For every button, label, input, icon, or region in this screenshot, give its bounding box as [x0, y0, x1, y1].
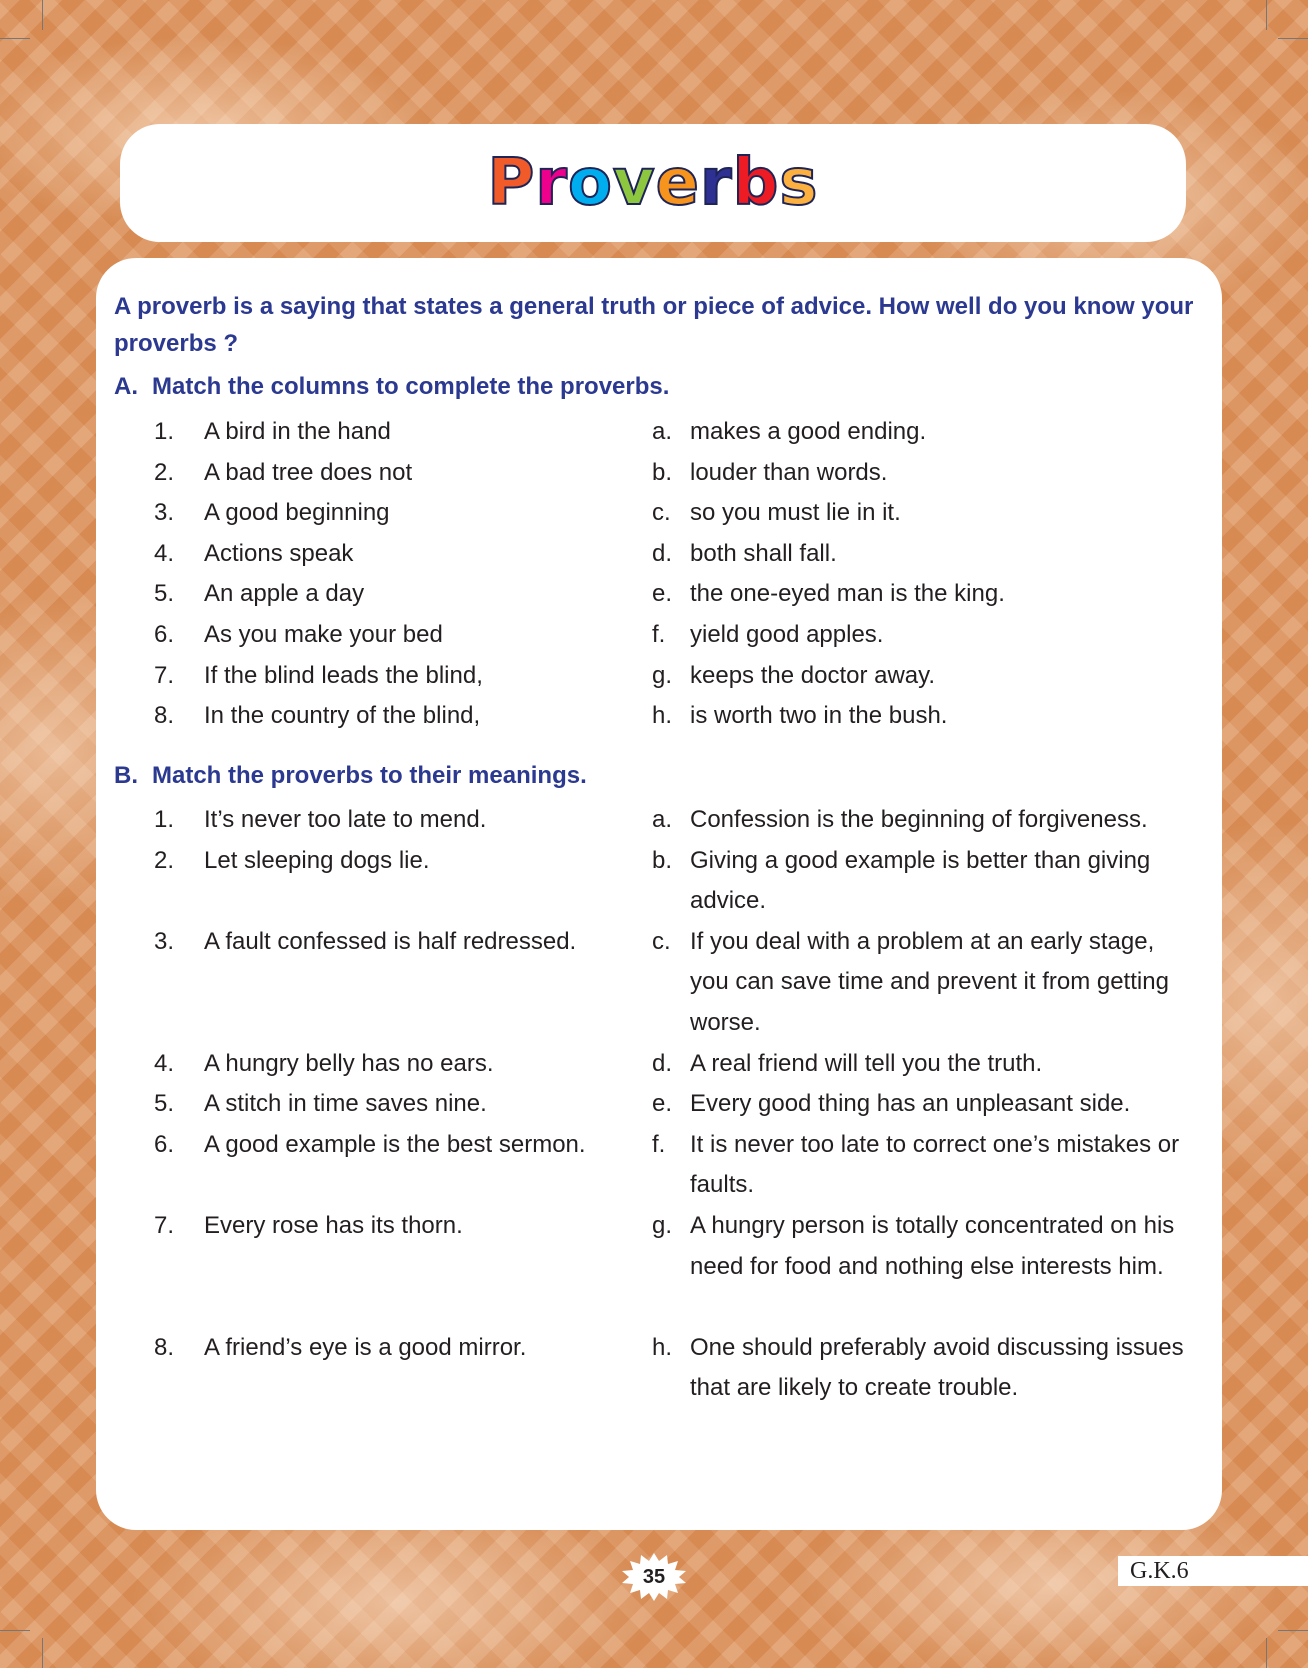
crop-mark — [42, 0, 43, 30]
option-letter: d. — [652, 1049, 673, 1077]
option-letter: a. — [652, 418, 673, 445]
title-banner — [120, 124, 1186, 242]
item-text: A stitch in time saves nine. — [204, 1090, 487, 1118]
crop-mark — [0, 38, 30, 39]
option-text: so you must lie in it. — [690, 499, 901, 527]
content-card — [96, 258, 1222, 1530]
option-text: One should preferably avoid discussing issues that are likely to create trouble. — [690, 1333, 1184, 1402]
title-letter: r — [700, 146, 733, 220]
item-number: 3. — [154, 499, 175, 527]
item-text: Every rose has its thorn. — [204, 1212, 463, 1239]
option-text: Giving a good example is better than giving advice. — [690, 846, 1151, 915]
option-text: A real friend will tell you the truth. — [690, 1049, 1043, 1077]
match-row — [96, 656, 1222, 697]
crop-mark — [1266, 0, 1267, 30]
option-letter: g. — [652, 1212, 673, 1239]
item-number: 6. — [154, 1130, 175, 1158]
section-b-title: Match the proverbs to their meanings. — [152, 762, 587, 789]
section-a-title: Match the columns to complete the proverbs. — [152, 373, 670, 400]
page-number: 35 — [642, 1565, 666, 1588]
item-text: A good beginning — [204, 499, 390, 527]
match-row — [96, 800, 1222, 841]
title-letter: b — [732, 146, 780, 220]
match-row — [96, 1084, 1222, 1125]
match-row — [96, 412, 1222, 453]
match-row — [96, 1044, 1222, 1085]
option-letter: h. — [652, 702, 673, 730]
option-letter: c. — [652, 927, 671, 955]
option-text: Confession is the beginning of forgiveness. — [690, 806, 1148, 833]
option-text: keeps the doctor away. — [690, 661, 936, 689]
option-text: A hungry person is totally concentrated on his need for food and nothing else interests him. — [690, 1212, 1175, 1280]
section-b-letter: B. — [114, 762, 138, 789]
option-text: yield good apples. — [690, 621, 884, 648]
crop-mark — [1266, 1638, 1267, 1668]
item-text: A hungry belly has no ears. — [204, 1049, 494, 1077]
item-text: An apple a day — [204, 580, 365, 608]
match-row — [96, 453, 1222, 494]
title-letter: P — [487, 146, 536, 220]
item-number: 2. — [154, 458, 175, 486]
option-text: louder than words. — [690, 458, 888, 486]
option-letter: f. — [652, 621, 666, 648]
option-letter: h. — [652, 1333, 673, 1361]
option-letter: f. — [652, 1130, 666, 1158]
title-letter: e — [655, 146, 701, 220]
option-text: Every good thing has an unpleasant side. — [690, 1090, 1131, 1118]
option-letter: e. — [652, 580, 673, 608]
item-number: 5. — [154, 580, 175, 608]
item-number: 7. — [154, 1212, 175, 1239]
option-letter: b. — [652, 846, 673, 874]
item-number: 5. — [154, 1090, 175, 1118]
match-row — [96, 493, 1222, 534]
item-number: 2. — [154, 846, 175, 874]
option-letter: g. — [652, 661, 673, 689]
item-number: 4. — [154, 1049, 175, 1077]
item-number: 7. — [154, 661, 175, 689]
item-number: 4. — [154, 539, 175, 567]
match-row — [96, 574, 1222, 615]
item-number: 8. — [154, 702, 175, 730]
item-text: A bad tree does not — [204, 458, 413, 486]
page-number-badge — [620, 1553, 688, 1601]
item-text: It’s never too late to mend. — [204, 806, 487, 833]
crop-mark — [42, 1638, 43, 1668]
item-number: 6. — [154, 621, 175, 648]
option-text: the one-eyed man is the king. — [690, 580, 1005, 608]
match-row — [96, 1206, 1222, 1328]
crop-mark — [1278, 38, 1308, 39]
match-row — [96, 534, 1222, 575]
title-letter: r — [535, 146, 568, 220]
item-text: A bird in the hand — [204, 418, 391, 445]
option-letter: d. — [652, 539, 673, 567]
crop-mark — [0, 1630, 30, 1631]
item-text: A fault confessed is half redressed. — [204, 927, 577, 955]
match-row — [96, 922, 1222, 1044]
item-text: Let sleeping dogs lie. — [204, 846, 430, 874]
option-text: is worth two in the bush. — [690, 702, 948, 730]
item-text: If the blind leads the blind, — [204, 661, 483, 689]
option-letter: c. — [652, 499, 671, 527]
intro-text: A proverb is a saying that states a general truth or piece of advice. How well do you know your proverbs ? — [114, 293, 1194, 357]
crop-mark — [1278, 1630, 1308, 1631]
item-text: Actions speak — [204, 539, 354, 567]
title-letter: o — [567, 146, 613, 220]
book-code: G.K.6 — [1118, 1556, 1308, 1586]
match-row — [96, 696, 1222, 737]
item-number: 1. — [154, 418, 175, 445]
item-number: 1. — [154, 806, 175, 833]
page-title — [487, 146, 819, 220]
item-text: As you make your bed — [204, 621, 443, 648]
option-letter: e. — [652, 1090, 673, 1118]
section-b-heading — [114, 761, 587, 791]
title-letter: s — [779, 146, 819, 220]
item-text: A friend’s eye is a good mirror. — [204, 1333, 527, 1361]
match-row — [96, 615, 1222, 656]
title-letter: v — [612, 146, 656, 220]
option-text: both shall fall. — [690, 539, 837, 567]
item-number: 8. — [154, 1333, 175, 1361]
option-text: It is never too late to correct one’s mistakes or faults. — [690, 1130, 1180, 1199]
option-text: makes a good ending. — [690, 418, 927, 445]
option-letter: a. — [652, 806, 673, 833]
section-a-letter: A. — [114, 373, 138, 400]
match-row — [96, 1125, 1222, 1206]
option-text: If you deal with a problem at an early stage, you can save time and prevent it from getting worse. — [690, 927, 1169, 1036]
match-row — [96, 841, 1222, 922]
section-a-heading — [114, 372, 669, 402]
item-text: In the country of the blind, — [204, 702, 481, 730]
match-row — [96, 1328, 1222, 1409]
item-number: 3. — [154, 927, 175, 955]
option-letter: b. — [652, 458, 673, 486]
item-text: A good example is the best sermon. — [204, 1130, 586, 1158]
